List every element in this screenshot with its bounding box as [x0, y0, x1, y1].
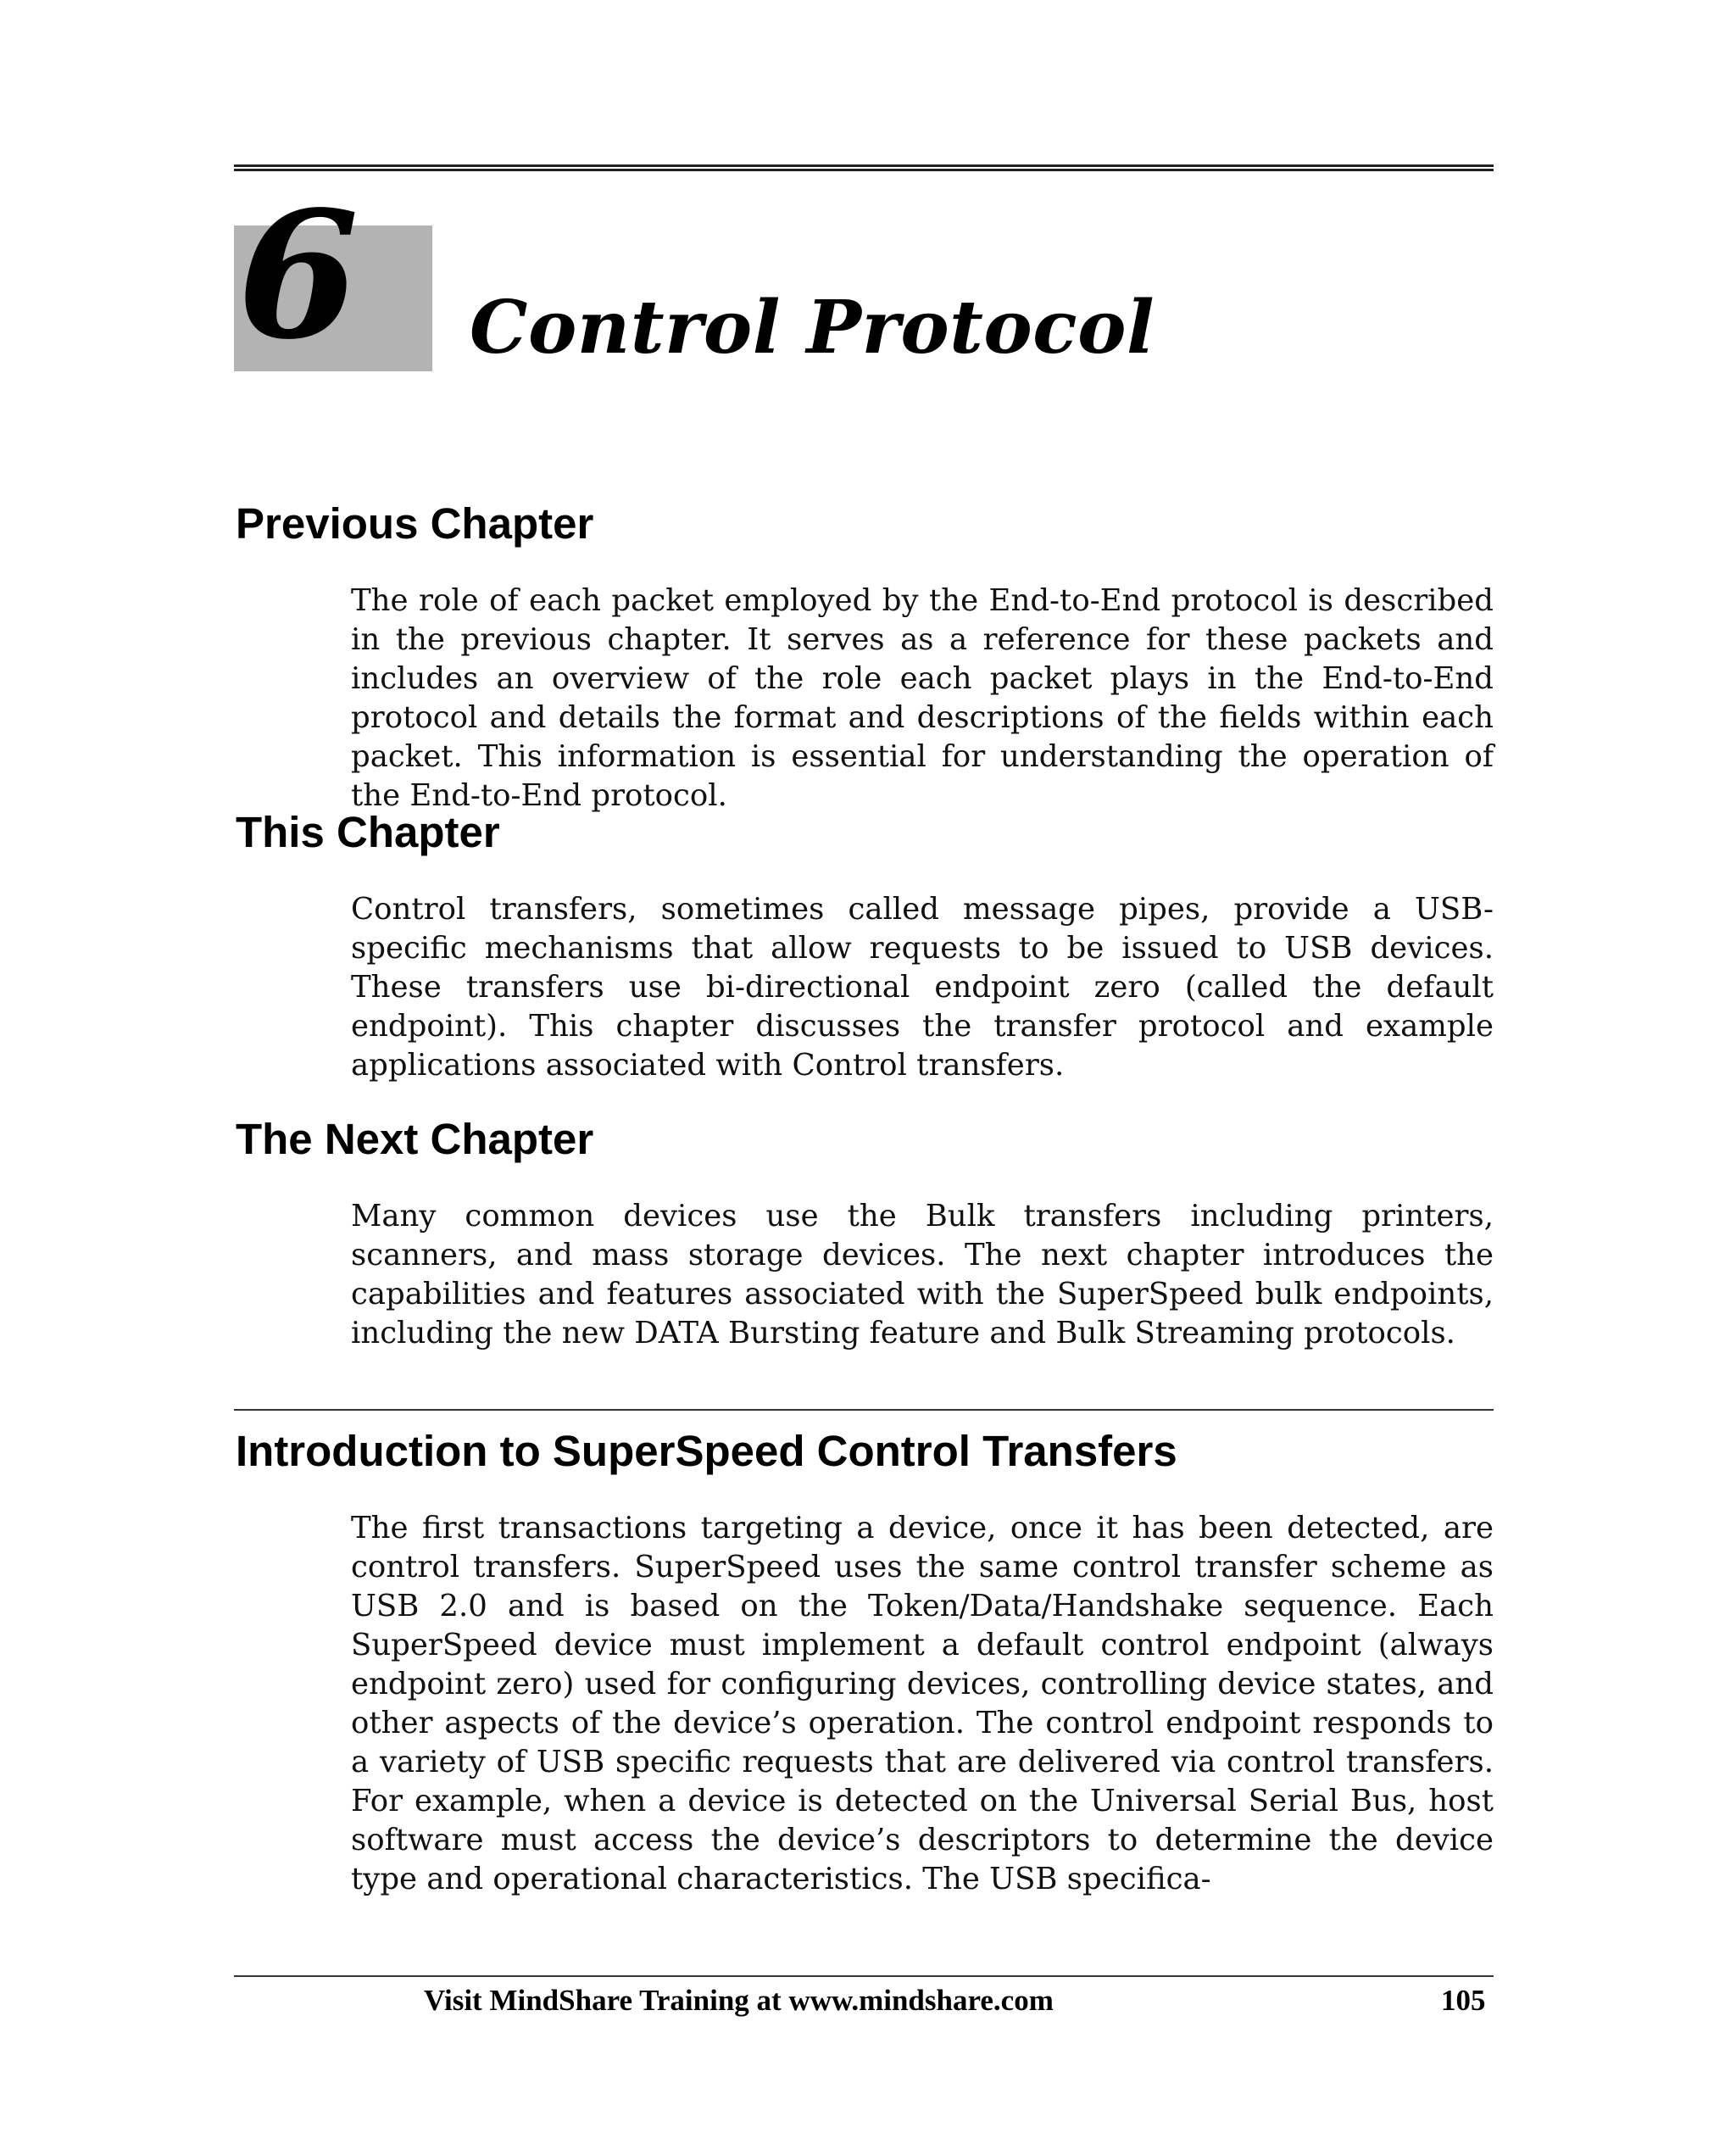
- header-double-rule: [234, 164, 1494, 171]
- this-chapter-heading: This Chapter: [236, 808, 500, 856]
- chapter-number: 6: [237, 173, 359, 378]
- footer-text: Visit MindShare Training at www.mindshare.com: [424, 1984, 1054, 2017]
- this-chapter-text: Control transfers, sometimes called message pipes, provide a USB-specific mechanisms that allow requests to be issued to USB devices. These transfers use bi-directional endpoint zero (called the default endpoint). This chapter discusses the transfer protocol and example applications associated with Control transfers.: [351, 892, 1494, 1083]
- previous-chapter-heading: Previous Chapter: [236, 499, 594, 548]
- chapter-title: Control Protocol: [470, 285, 1155, 370]
- previous-chapter-text: The role of each packet employed by the End-to-End protocol is described in the previous chapter. It serves as a reference for these packets and includes an overview of the role each packet plays in the End-to-End protocol and details the format and descriptions of the fields within each packet. This information is essential for understanding the operation of the End-to-End protocol.: [351, 583, 1494, 813]
- page-number: 105: [1441, 1984, 1486, 2017]
- footer-rule: [234, 1975, 1494, 1977]
- section-divider: [234, 1409, 1494, 1411]
- intro-text: The first transactions targeting a device, once it has been detected, are control transfers. SuperSpeed uses the same control transfer scheme as USB 2.0 and is based on the Token/Data/Handshake sequence. Each SuperSpeed device must implement a default control endpoint (always endpoint zero) used for configuring devices, controlling device states, and other aspects of the device’s operation. The control endpoint responds to a variety of USB specific requests that are delivered via control transfers. For example, when a device is detected on the Universal Serial Bus, host software must access the device’s descriptors to determine the device type and operational characteristics. The USB specifica-: [351, 1511, 1494, 1896]
- next-chapter-text: Many common devices use the Bulk transfers including printers, scanners, and mass storage devices. The next chapter introduces the capabilities and features associated with the SuperSpeed bulk endpoints, including the new DATA Bursting feature and Bulk Streaming protocols.: [351, 1199, 1494, 1350]
- intro-heading: Introduction to SuperSpeed Control Transfers: [236, 1427, 1177, 1475]
- next-chapter-heading: The Next Chapter: [236, 1115, 594, 1163]
